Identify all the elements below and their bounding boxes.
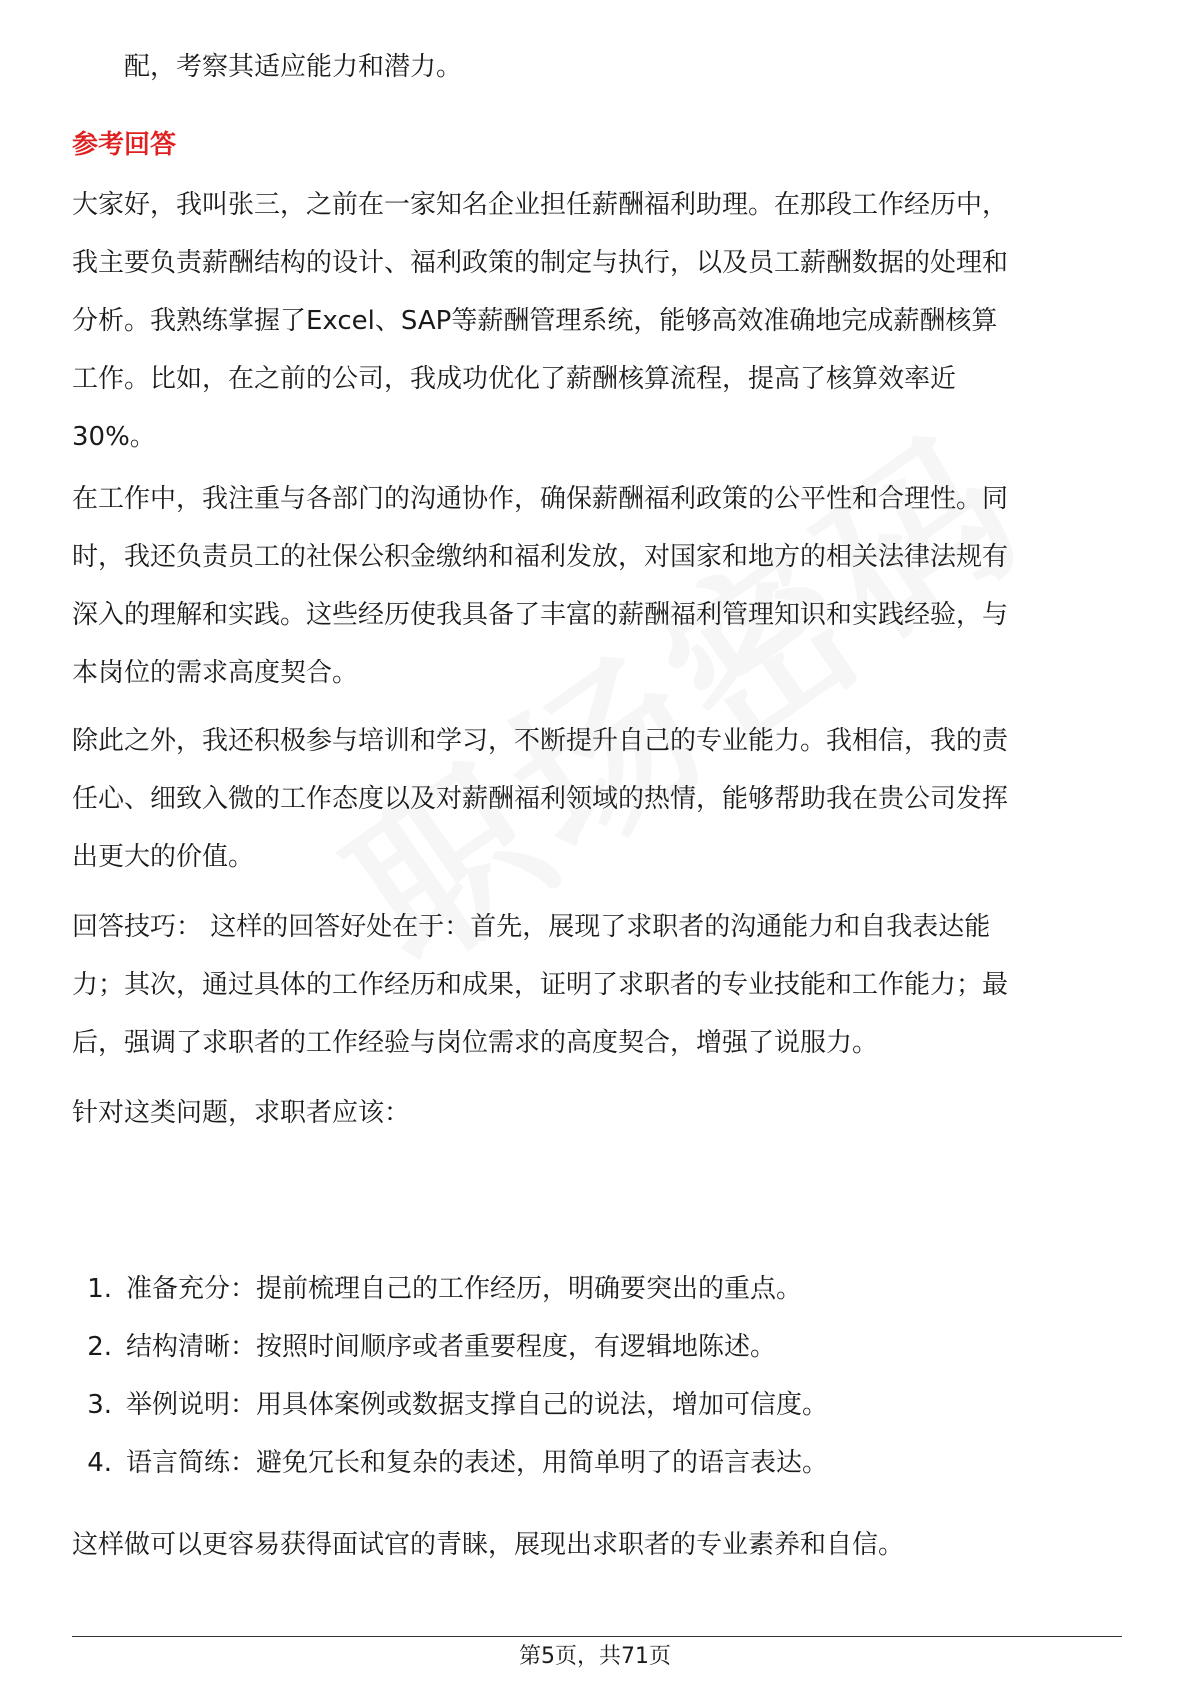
section-heading: 参考回答 [72,130,177,160]
para-line: 我主要负责薪酬结构的设计、福利政策的制定与执行，以及员工薪酬数据的处理和 [72,248,1009,278]
advice-list [72,1260,1122,1492]
paragraph-closing [72,1516,1122,1574]
page-number: 第5页，共71页 [519,1644,671,1669]
para-line: 除此之外，我还积极参与培训和学习，不断提升自己的专业能力。我相信，我的责 [72,726,1009,756]
para-line: 后，强调了求职者的工作经验与岗位需求的高度契合，增强了说服力。 [72,1028,879,1058]
list-text: 准备充分：提前梳理自己的工作经历，明确要突出的重点。 [126,1274,803,1304]
para-line: 30%。 [72,422,156,452]
para-line: 时，我还负责员工的社保公积金缴纳和福利发放，对国家和地方的相关法律法规有 [72,542,1009,572]
para-line: 本岗位的需求高度契合。 [72,658,359,688]
para-line: 分析。我熟练掌握了Excel、SAP等薪酬管理系统，能够高效准确地完成薪酬核算 [72,306,998,336]
paragraph-work [72,470,1122,702]
list-number: 3. [87,1390,112,1420]
para-line: 工作。比如，在之前的公司，我成功优化了薪酬核算流程，提高了核算效率近 [72,364,957,394]
para-line: 针对这类问题，求职者应该： [72,1098,411,1128]
continuation-line: 配，考察其适应能力和潜力。 [124,52,463,82]
list-item [72,1260,1122,1318]
footer-divider [72,1636,1122,1637]
list-item [72,1376,1122,1434]
paragraph-tips [72,898,1122,1072]
para-line: 大家好，我叫张三，之前在一家知名企业担任薪酬福利助理。在那段工作经历中， [72,190,1009,220]
list-text: 结构清晰：按照时间顺序或者重要程度，有逻辑地陈述。 [126,1332,777,1362]
list-number: 2. [87,1332,112,1362]
para-line: 在工作中，我注重与各部门的沟通协作，确保薪酬福利政策的公平性和合理性。同 [72,484,1009,514]
list-item [72,1318,1122,1376]
list-text: 语言简练：避免冗长和复杂的表述，用简单明了的语言表达。 [126,1448,829,1478]
para-line: 回答技巧： 这样的回答好处在于：首先，展现了求职者的沟通能力和自我表达能 [72,912,991,942]
list-text: 举例说明：用具体案例或数据支撑自己的说法，增加可信度。 [126,1390,829,1420]
para-line: 出更大的价值。 [72,842,255,872]
para-line: 这样做可以更容易获得面试官的青睐，展现出求职者的专业素养和自信。 [72,1530,905,1560]
para-line: 任心、细致入微的工作态度以及对薪酬福利领域的热情，能够帮助我在贵公司发挥 [72,784,1009,814]
para-line: 力；其次，通过具体的工作经历和成果，证明了求职者的专业技能和工作能力；最 [72,970,1009,1000]
paragraph-intro [72,176,1122,466]
paragraph-advice-intro [72,1084,1122,1142]
list-number: 4. [87,1448,112,1478]
paragraph-growth [72,712,1122,886]
para-line: 深入的理解和实践。这些经历使我具备了丰富的薪酬福利管理知识和实践经验，与 [72,600,1009,630]
list-number: 1. [87,1274,112,1304]
list-item [72,1434,1122,1492]
